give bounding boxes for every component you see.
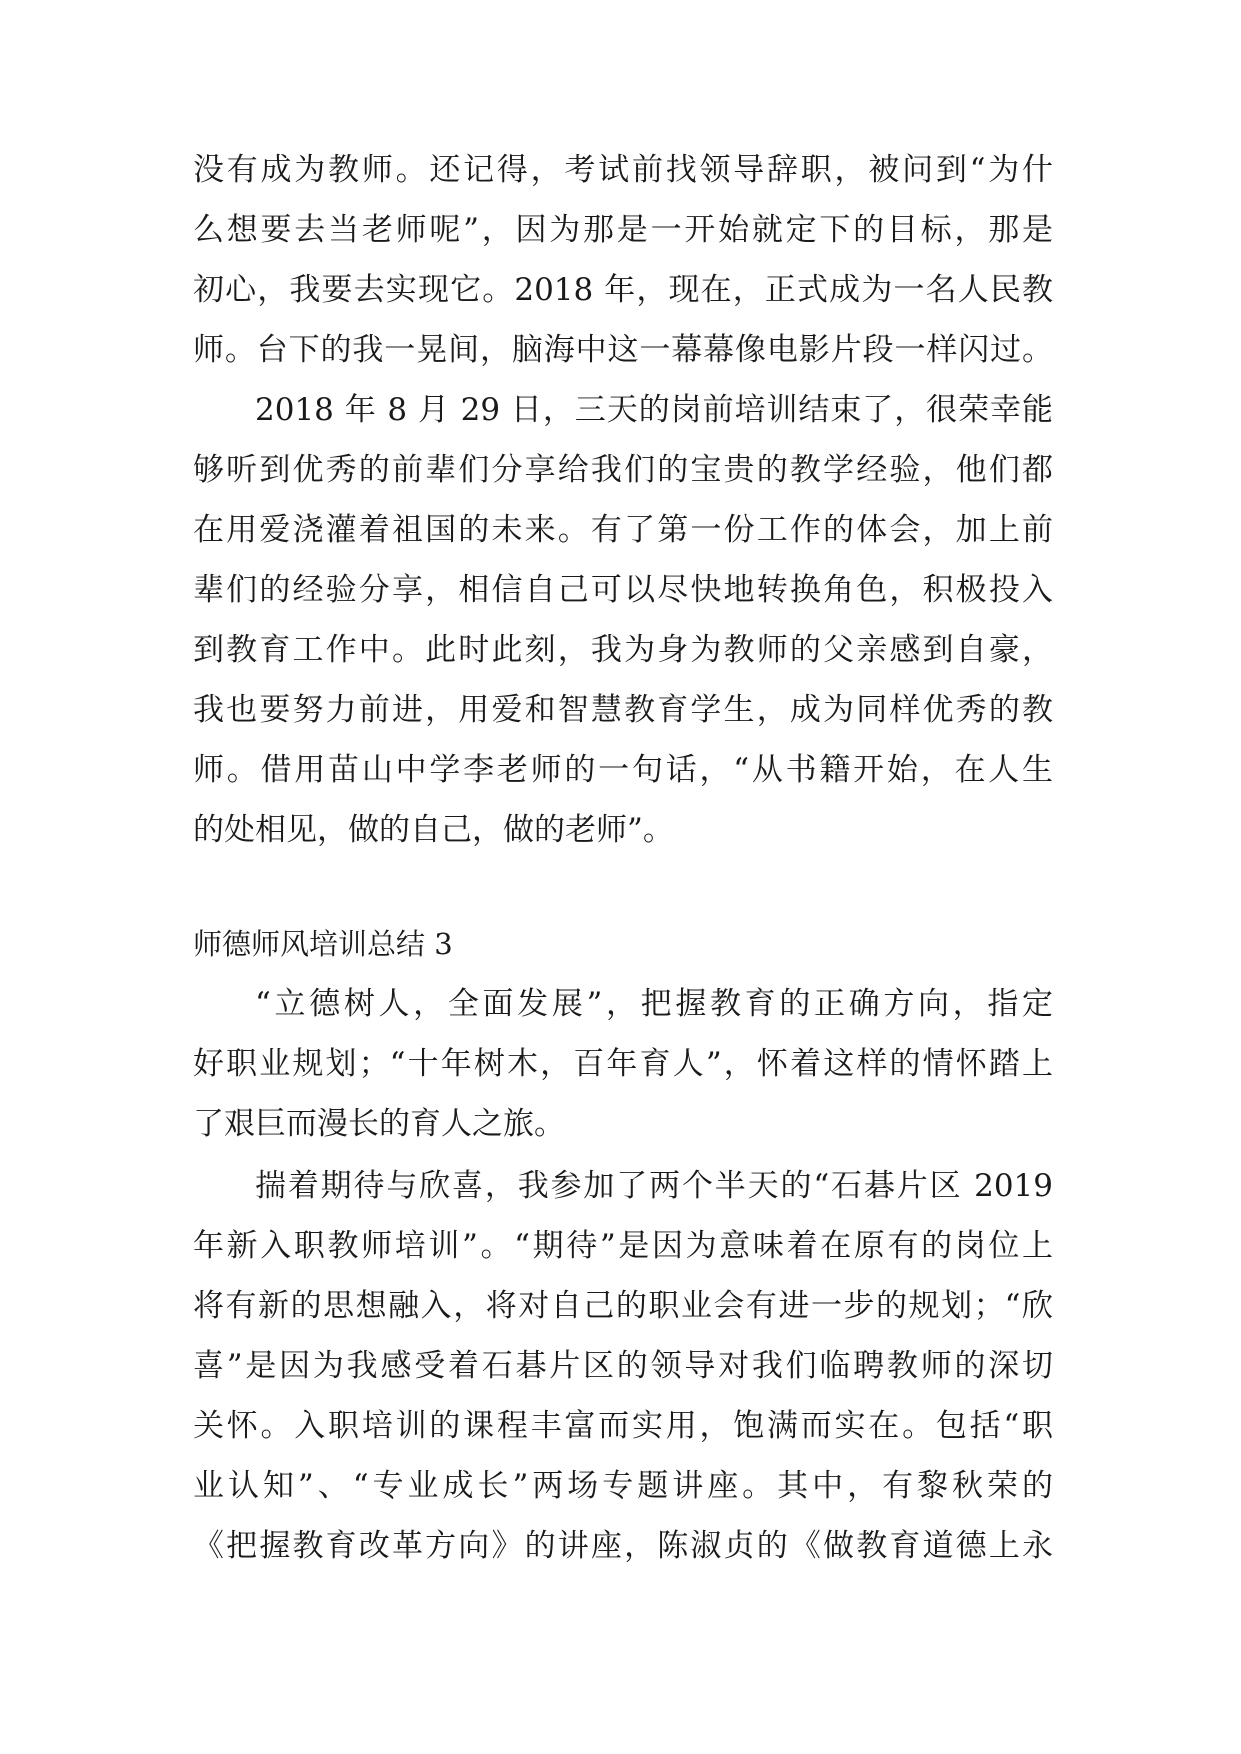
paragraph-line: 业认知”、“专业成长”两场专题讲座。其中，有黎秋荣的 (193, 1468, 1053, 1504)
paragraph-line: 够听到优秀的前辈们分享给我们的宝贵的教学经验，他们都 (193, 452, 1053, 488)
paragraph-line: 了艰巨而漫长的育人之旅。 (193, 1106, 565, 1142)
paragraph-line: 2018 年 8 月 29 日，三天的岗前培训结束了，很荣幸能 (255, 392, 1053, 428)
paragraph-line: “立德树人，全面发展”，把握教育的正确方向，指定 (255, 986, 1053, 1022)
paragraph-line: 没有成为教师。还记得，考试前找领导辞职，被问到“为什 (193, 152, 1053, 188)
section-heading: 师德师风培训总结 3 (193, 927, 453, 961)
paragraph-line: 关怀。入职培训的课程丰富而实用，饱满而实在。包括“职 (193, 1408, 1053, 1444)
paragraph-line: 好职业规划；“十年树木，百年育人”，怀着这样的情怀踏上 (193, 1046, 1053, 1082)
paragraph-line: 我也要努力前进，用爱和智慧教育学生，成为同样优秀的教 (193, 692, 1053, 728)
paragraph-line: 辈们的经验分享，相信自己可以尽快地转换角色，积极投入 (193, 572, 1053, 608)
paragraph-line: 《把握教育改革方向》的讲座，陈淑贞的《做教育道德上永 (193, 1528, 1053, 1564)
paragraph-line: 在用爱浇灌着祖国的未来。有了第一份工作的体会，加上前 (193, 512, 1053, 548)
paragraph-line: 到教育工作中。此时此刻，我为身为教师的父亲感到自豪， (193, 632, 1053, 668)
paragraph-line: 初心，我要去实现它。2018 年，现在，正式成为一名人民教 (193, 272, 1053, 308)
paragraph-line: 师。借用苗山中学李老师的一句话，“从书籍开始，在人生 (193, 752, 1053, 788)
paragraph-line: 么想要去当老师呢”，因为那是一开始就定下的目标，那是 (193, 212, 1053, 248)
paragraph-line: 师。台下的我一晃间，脑海中这一幕幕像电影片段一样闪过。 (193, 332, 1053, 368)
paragraph-line: 将有新的思想融入，将对自己的职业会有进一步的规划；“欣 (193, 1288, 1053, 1324)
paragraph-line: 喜”是因为我感受着石碁片区的领导对我们临聘教师的深切 (193, 1348, 1053, 1384)
paragraph-line: 的处相见，做的自己，做的老师”。 (193, 812, 674, 848)
paragraph-line: 年新入职教师培训”。“期待”是因为意味着在原有的岗位上 (193, 1228, 1053, 1264)
paragraph-line: 揣着期待与欣喜，我参加了两个半天的“石碁片区 2019 (255, 1168, 1053, 1204)
